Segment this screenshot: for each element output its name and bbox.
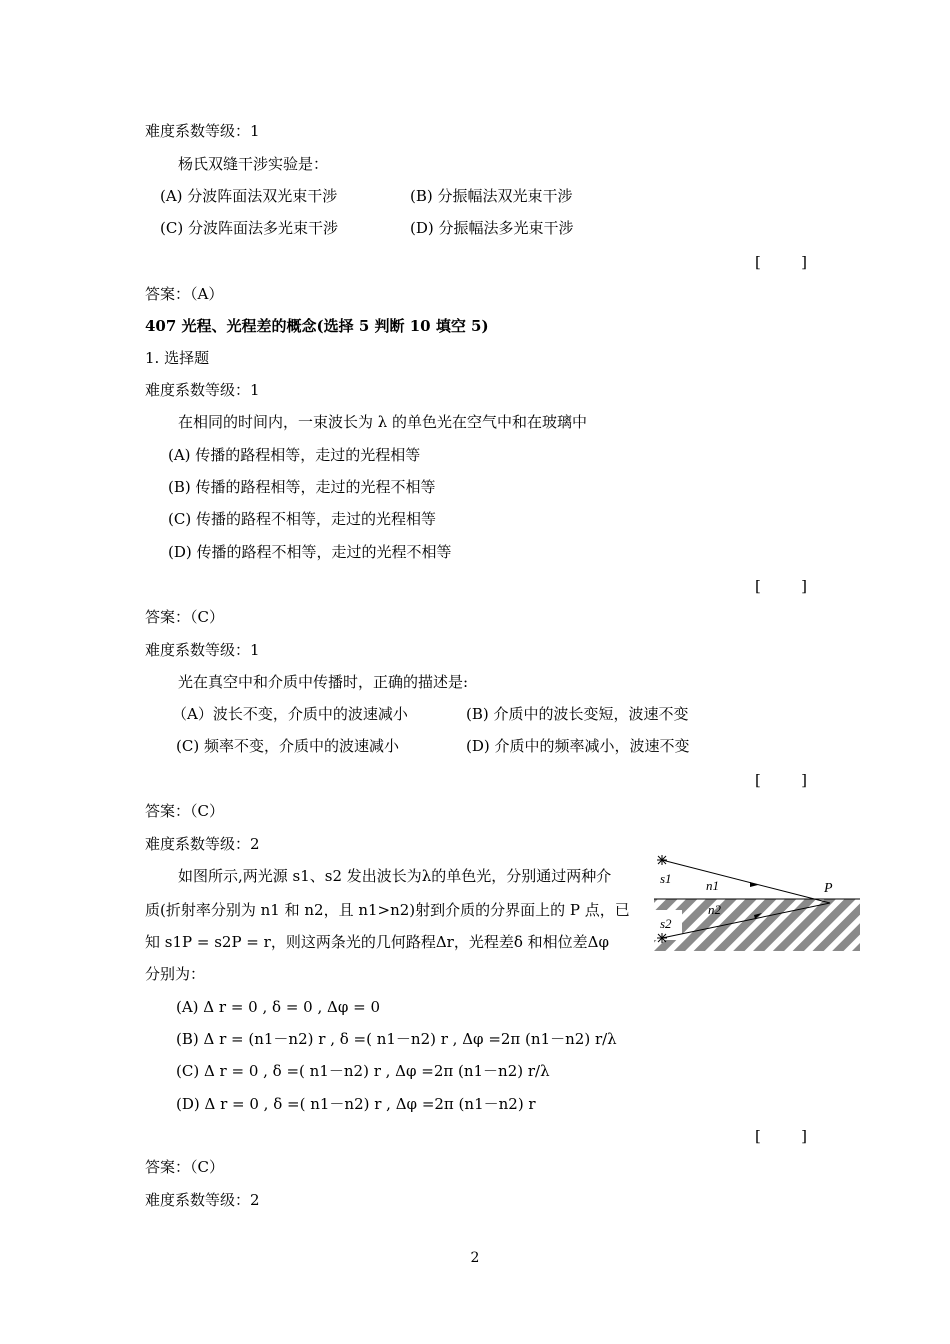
- label-n2: n2: [708, 902, 721, 917]
- q2-stem: 在相同的时间内，一束波长为 λ 的单色光在空气中和在玻璃中: [178, 413, 588, 431]
- q1-bracket-close: ]: [801, 253, 807, 271]
- star-s2-icon: [657, 933, 667, 943]
- label-s1: s1: [660, 871, 672, 886]
- q4-answer: 答案：（C）: [145, 1158, 224, 1176]
- star-s1-icon: [657, 855, 667, 865]
- q1-option-a: (A) 分波阵面法双光束干涉: [160, 187, 338, 205]
- q4-difficulty: 难度系数等级：2: [145, 835, 260, 853]
- q4-stem-line3: 知 s1P = s2P = r，则这两条光的几何路程Δr，光程差δ 和相位差Δφ: [145, 933, 609, 951]
- q3-bracket-open: [: [755, 771, 761, 789]
- q3-answer: 答案：（C）: [145, 802, 224, 820]
- q3-stem: 光在真空中和介质中传播时，正确的描述是:: [178, 673, 469, 691]
- q4-option-a: (A) Δ r = 0 , δ = 0 , Δφ = 0: [176, 998, 380, 1016]
- q1-answer: 答案：（A）: [145, 285, 224, 303]
- q1-difficulty: 难度系数等级：1: [145, 122, 260, 140]
- q1-option-d: (D) 分振幅法多光束干涉: [410, 219, 574, 237]
- optics-figure: [654, 852, 862, 954]
- q2-option-c: (C) 传播的路程不相等，走过的光程相等: [168, 510, 436, 528]
- page-number: 2: [470, 1250, 480, 1266]
- q1-bracket-open: [: [755, 253, 761, 271]
- q1-answer-bracket: [755, 252, 807, 272]
- q3-option-a: （A）波长不变，介质中的波速减小: [172, 705, 408, 723]
- q2-option-d: (D) 传播的路程不相等，走过的光程不相等: [168, 543, 452, 561]
- q2-answer: 答案：（C）: [145, 608, 224, 626]
- q3-answer-bracket: [755, 770, 807, 790]
- q1-option-c: (C) 分波阵面法多光束干涉: [160, 219, 338, 237]
- medium-n2-region: [654, 899, 860, 951]
- q2-option-b: (B) 传播的路程相等，走过的光程不相等: [168, 478, 436, 496]
- q4-bracket-close: ]: [801, 1127, 807, 1145]
- q2-difficulty: 难度系数等级：1: [145, 381, 260, 399]
- q3-option-c: (C) 频率不变，介质中的波速减小: [176, 737, 399, 755]
- ray-s1: [662, 860, 830, 903]
- q4-stem-line4: 分别为：: [145, 965, 206, 983]
- label-s2: s2: [660, 916, 672, 931]
- q4-bracket-open: [: [755, 1127, 761, 1145]
- q3-option-b: (B) 介质中的波长变短，波速不变: [466, 705, 689, 723]
- q1-option-b: (B) 分振幅法双光束干涉: [410, 187, 573, 205]
- q2-bracket-close: ]: [801, 577, 807, 595]
- section-title: 407 光程、光程差的概念(选择 5 判断 10 填空 5): [145, 317, 489, 335]
- q4-option-b: (B) Δ r = (n1－n2) r , δ =( n1－n2) r , Δφ =2π (n1－n2) r/λ: [176, 1030, 617, 1048]
- q1-stem: 杨氏双缝干涉实验是：: [178, 155, 329, 173]
- q2-bracket-open: [: [755, 577, 761, 595]
- q2-answer-bracket: [755, 576, 807, 596]
- q3-bracket-close: ]: [801, 771, 807, 789]
- q3-difficulty: 难度系数等级：1: [145, 641, 260, 659]
- q4-option-d: (D) Δ r = 0 , δ =( n1－n2) r , Δφ =2π (n1－n2) r: [176, 1095, 536, 1113]
- q4-answer-bracket: [755, 1126, 807, 1146]
- q4-stem-line1: 如图所示,两光源 s1、s2 发出波长为λ的单色光，分别通过两种介: [178, 867, 612, 885]
- section-subtitle: 1. 选择题: [145, 349, 210, 367]
- q2-option-a: (A) 传播的路程相等，走过的光程相等: [168, 446, 421, 464]
- q4-option-c: (C) Δ r = 0 , δ =( n1－n2) r , Δφ =2π (n1－n2) r/λ: [176, 1062, 550, 1080]
- label-p: P: [824, 881, 833, 896]
- q5-difficulty: 难度系数等级：2: [145, 1191, 260, 1209]
- q3-option-d: (D) 介质中的频率减小，波速不变: [466, 737, 690, 755]
- label-n1: n1: [706, 878, 719, 893]
- q4-stem-line2: 质(折射率分别为 n1 和 n2，且 n1>n2)射到介质的分界面上的 P 点，已: [145, 901, 630, 919]
